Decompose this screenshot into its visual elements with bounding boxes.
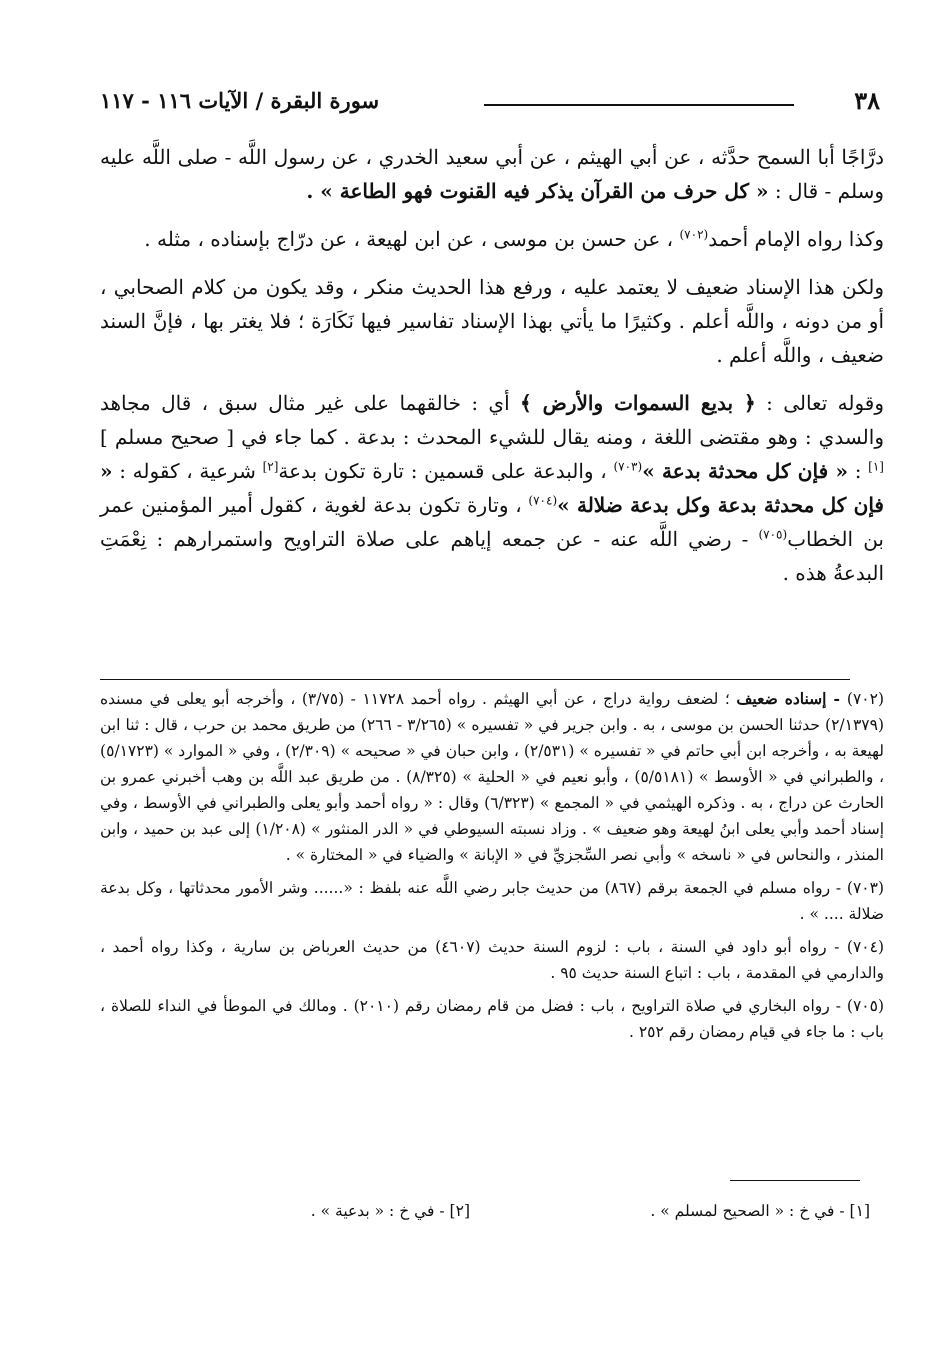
editor-note-ref-2[interactable]: [٢] [262,459,279,474]
paragraph-2 [100,222,884,256]
header-rule [484,104,794,106]
footnote-703 [100,875,884,927]
footnote-text: - رواه البخاري في صلاة التراويح ، باب : فضل من قام رمضان رقم (٢٠١٠) . ومالك في الموطأ في النداء للصلاة ، باب : ما جاء في قيام رمضان رقم ٢٥٢ . [100,997,884,1041]
footnote-ref-705[interactable]: (٧٠٥) [758,527,788,542]
paragraph-text: وقوله تعالى : [755,391,884,415]
page-number: ٣٨ [854,86,880,115]
paragraph-text: أي : خالقهما على غير مثال سبق ، قال مجاهد والسدي : وهو مقتضى اللغة ، ومنه يقال للشيء المحدث : بدعة . كما جاء في [ صحيح مسلم ] [100,391,884,449]
paragraph-text: درَّاجًا أبا السمح حدَّثه ، عن أبي الهيثم ، عن أبي سعيد الخدري ، عن رسول اللَّه - صلى اللَّه عليه وسلم - قال : [100,145,885,203]
footnote-text: ؛ لضعف رواية دراج ، عن أبي الهيثم . رواه أحمد ١١٧٢٨ - (٣/٧٥) ، وأخرجه أبو يعلى في مسنده (٢/١٣٧٩) حدثنا الحسن بن موسى ، به . وابن جرير في « تفسيره » (٣/٢٦٥ - ٢٦٦) من طريق محمد بن حرب ، قال : ثنا ابن لهيعة به ، وأخرجه ابن أبي حاتم في « تفسيره » (٢/٥٣١) ، وابن حبان في « صحيحه » (٢/٣٠٩) ، وفي « الموارد » (٥/١٧٢٣) ، والطبراني في « الأوسط » (٥/٥١٨١) ، وأبو نعيم في « الحلية » (٨/٣٢٥) . من طريق عبد اللَّه بن وهب أخبرني عمرو بن الحارث عن دراج ، به . وذكره الهيثمي في « المجمع » (٦/٣٢٣) وقال : « رواه أحمد وأبو يعلى والطبراني في الأوسط ، وفي إسناد أحمد وأبي يعلى ابنُ لهيعة وهو ضعيف » . وزاد نسبته السيوطي في « الدر المنثور » (١/٢٠٨) إلى عبد بن حميد ، وابن المنذر ، والنحاس في « ناسخه » وأبي نصر السِّجزيِّ في « الإبانة » والضياء في « المختارة » . [100,690,885,864]
hadith-quote: « كل حرف من القرآن يذكر فيه القنوت فهو الطاعة » . [306,179,769,203]
editor-note-2: [٢] - في خ : « بدعية » . [310,1202,470,1220]
footnote-number: (٧٠٢) [846,690,885,708]
footnote-704 [100,934,884,986]
paragraph-text: وكذا رواه الإمام أحمد [708,227,884,251]
footnotes [100,686,884,1052]
footnote-text: - رواه أبو داود في السنة ، باب : لزوم السنة حديث (٤٦٠٧) من حديث العرباض بن سارية ، وكذا رواه أحمد ، والدارمي في المقدمة ، باب : اتباع السنة حديث ٩٥ . [100,938,884,982]
footnote-702 [100,686,884,868]
paragraph-text: : [847,459,869,483]
editor-note-ref-1[interactable]: [١] [868,459,884,474]
footnote-705 [100,993,884,1045]
footnote-grade: - إسناده ضعيف [736,689,847,708]
paragraph-text: ، عن حسن بن موسى ، عن ابن لهيعة ، عن درّاج بإسناده ، مثله . [144,227,680,251]
footnote-number: (٧٠٥) [846,997,884,1015]
quran-verse: ﴿ بديع السموات والأرض ﴾ [520,391,756,415]
page-header [100,86,880,126]
paragraph-4 [100,386,884,590]
main-text [100,140,884,604]
footnote-ref-703[interactable]: (٧٠٣) [613,459,643,474]
footnote-number: (٧٠٤) [846,938,884,956]
editor-note-1: [١] - في خ : « الصحيح لمسلم » . [650,1202,870,1220]
footnote-divider [100,679,850,680]
paragraph-text: - رضي اللَّه عنه - عن جمعه إياهم على صلاة التراويح واستمرارهم : نِعْمَتِ البدعةُ هذه . [100,527,884,585]
surah-title: سورة البقرة / الآيات ١١٦ - ١١٧ [100,88,380,113]
editor-notes [100,1202,870,1232]
hadith-quote: « فإن كل محدثة بدعة وكل بدعة ضلالة » [100,459,884,517]
editor-notes-divider [730,1180,860,1181]
paragraph-text: شرعية ، كقوله : [112,459,263,483]
paragraph-3: ولكن هذا الإسناد ضعيف لا يعتمد عليه ، ورفع هذا الحديث منكر ، وقد يكون من كلام الصحابي ، أو من دونه ، واللَّه أعلم . وكثيرًا ما يأتي بهذا الإسناد تفاسير فيها نَكَارَة ؛ فلا يغتر بها ، فإنَّ السند ضعيف ، واللَّه أعلم . [100,275,884,367]
footnote-ref-704[interactable]: (٧٠٤) [528,493,558,508]
paragraph-text: ، وتارة تكون بدعة لغوية ، كقول أمير المؤمنين عمر بن الخطاب [100,493,884,551]
footnote-text: - رواه مسلم في الجمعة برقم (٨٦٧) من حديث جابر رضي اللَّه عنه بلفظ : «...... وشر الأمور محدثاتها ، وكل بدعة ضلالة .... » . [100,879,884,923]
paragraph-text: ، والبدعة على قسمين : تارة تكون بدعة [278,459,614,483]
footnote-number: (٧٠٣) [846,879,884,897]
hadith-quote: « فإن كل محدثة بدعة » [642,459,848,483]
footnote-ref-702[interactable]: (٧٠٢) [679,227,709,242]
paragraph-1 [100,140,884,208]
